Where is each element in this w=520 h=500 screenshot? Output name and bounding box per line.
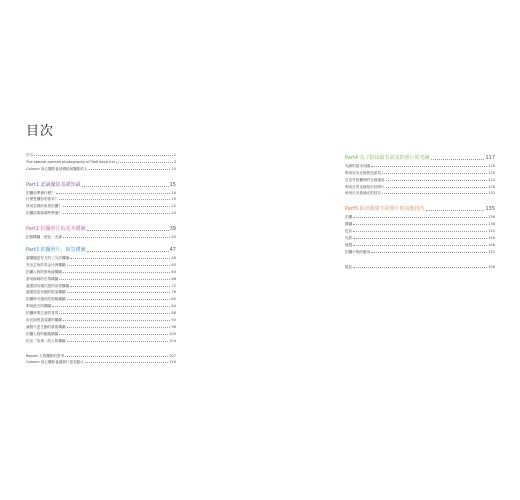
part-title: Part2 拍攝照片的基本構圖 bbox=[26, 226, 86, 233]
page-number: 118 bbox=[488, 163, 495, 168]
dot-leader bbox=[67, 265, 171, 266]
dot-leader bbox=[371, 166, 487, 167]
dot-leader bbox=[70, 258, 170, 259]
toc-entry bbox=[26, 232, 176, 239]
part-heading bbox=[26, 223, 176, 232]
toc-group bbox=[26, 150, 176, 171]
page-number: 104 bbox=[169, 338, 176, 343]
toc-entry-label: 利用留白的構圖 bbox=[26, 304, 52, 309]
page-number: 92 bbox=[171, 318, 176, 323]
dot-leader bbox=[56, 193, 171, 194]
toc-entry-label: 光影 bbox=[345, 236, 353, 241]
page-number: 80 bbox=[171, 297, 176, 302]
dot-leader bbox=[67, 341, 169, 342]
dot-leader bbox=[426, 210, 485, 211]
toc-entry-label: Column 用心攝影會讓照片更加動人 bbox=[26, 360, 85, 365]
dot-leader bbox=[116, 162, 173, 163]
toc-entry bbox=[345, 168, 495, 175]
dot-leader bbox=[82, 186, 169, 187]
toc-entry-label: 拍出「故事」的人物構圖 bbox=[26, 338, 66, 343]
page-number: 68 bbox=[171, 276, 176, 281]
part-section bbox=[345, 203, 495, 253]
toc-entry-label: 光線的基本知識 bbox=[345, 163, 371, 168]
dot-leader bbox=[63, 206, 170, 207]
toc-entry-label: 利用自然光線拍出好照片 bbox=[345, 184, 385, 189]
dot-leader bbox=[63, 237, 170, 238]
dot-leader bbox=[63, 213, 170, 214]
toc-entry-label: 色彩 bbox=[345, 229, 353, 234]
page-number: 16 bbox=[171, 190, 176, 195]
toc-entry bbox=[345, 182, 495, 189]
toc-entry-label: 在室外拍攝時的光線運用 bbox=[345, 177, 385, 182]
page-number: 120 bbox=[488, 170, 495, 175]
toc-entry bbox=[26, 351, 176, 358]
toc-entry-label: 讓照片更生動的重複構圖 bbox=[26, 324, 66, 329]
toc-entry bbox=[345, 175, 495, 182]
dot-leader bbox=[386, 180, 488, 181]
toc-entry-label: 拍攝前要做哪些準備？ bbox=[26, 211, 62, 216]
toc-entry bbox=[26, 274, 176, 281]
dot-leader bbox=[353, 245, 487, 246]
part-heading bbox=[345, 203, 495, 212]
dot-leader bbox=[87, 251, 169, 252]
dot-leader bbox=[67, 327, 171, 328]
toc-entry-label: 後記 bbox=[345, 264, 353, 269]
page-number: 48 bbox=[171, 256, 176, 261]
toc-entry-label: 讓構圖更有力的三分法構圖 bbox=[26, 256, 70, 261]
page-number: 14 bbox=[171, 166, 176, 171]
page-number: 116 bbox=[169, 360, 176, 365]
page-number: 76 bbox=[171, 290, 176, 295]
toc-entry-label: 讓畫面更有趣的框架構圖 bbox=[26, 290, 66, 295]
toc-entry-label: 序言 bbox=[26, 152, 34, 157]
toc-left-column bbox=[26, 150, 176, 364]
page-number: 100 bbox=[169, 331, 176, 336]
page-number: 135 bbox=[485, 206, 495, 213]
part-title: Part5 拍出與眾不同照片的其他技巧 bbox=[345, 206, 425, 213]
toc-entry-label: 拍攝時要注意的背景 bbox=[26, 311, 59, 316]
dot-leader bbox=[63, 272, 170, 273]
toc-right-column bbox=[345, 152, 495, 269]
toc-entry bbox=[26, 301, 176, 308]
page-number: 152 bbox=[488, 249, 495, 254]
toc-entry-label: 拍攝小物的應用 bbox=[345, 249, 371, 254]
part-heading bbox=[345, 152, 495, 161]
toc-entry bbox=[26, 315, 176, 322]
toc-entry-label: 用光線營造氛圍的構圖 bbox=[26, 318, 62, 323]
toc-entry-label: The special portrait photography of Tadi have fun bbox=[26, 159, 115, 164]
dot-leader bbox=[34, 155, 173, 156]
part-section bbox=[26, 244, 176, 343]
dot-leader bbox=[382, 173, 487, 174]
page-number: 2 bbox=[173, 152, 176, 157]
toc-entry-label: 善用線條的引導構圖 bbox=[26, 276, 59, 281]
toc-entry bbox=[26, 322, 176, 329]
toc-entry-label: 拍攝前準備什麼？ bbox=[26, 190, 55, 195]
toc-entry-label: Report 人物攝影的思考 bbox=[26, 353, 65, 358]
part-heading bbox=[26, 179, 176, 188]
page-number: 107 bbox=[169, 353, 176, 358]
toc-entry-label: 構圖 bbox=[345, 222, 353, 227]
dot-leader bbox=[353, 238, 487, 239]
part-section bbox=[26, 179, 176, 216]
toc-entry bbox=[26, 281, 176, 288]
dot-leader bbox=[52, 306, 170, 307]
page-number: 136 bbox=[488, 215, 495, 220]
dot-leader bbox=[67, 292, 171, 293]
dot-leader bbox=[431, 159, 485, 160]
toc-entry bbox=[345, 219, 495, 226]
page-number: 132 bbox=[488, 191, 495, 196]
page-number: 3 bbox=[173, 159, 176, 164]
toc-entry-label: Column 用心攝影會回饋給被攝影的人 bbox=[26, 166, 88, 171]
toc-entry-label: 拍攝 bbox=[345, 215, 353, 220]
toc-entry bbox=[345, 189, 495, 196]
toc-entry-label: 拍攝人物的動態構圖 bbox=[26, 331, 59, 336]
toc-entry bbox=[26, 267, 176, 274]
dot-leader bbox=[70, 286, 170, 287]
toc-entry-label: 後製 bbox=[345, 242, 353, 247]
page-number: 22 bbox=[171, 204, 176, 209]
dot-leader bbox=[382, 193, 487, 194]
part-heading bbox=[26, 244, 176, 253]
page-number: 47 bbox=[169, 247, 176, 254]
page-number: 158 bbox=[488, 264, 495, 269]
toc-entry bbox=[26, 288, 176, 295]
part-title: Part3 拍攝照片，取景構圖 bbox=[26, 247, 86, 254]
toc-entry bbox=[26, 294, 176, 301]
dot-leader bbox=[59, 199, 170, 200]
toc-entry bbox=[26, 260, 176, 267]
toc-entry-label: 讓畫面有層次感的前景構圖 bbox=[26, 283, 70, 288]
toc-entry bbox=[345, 161, 495, 168]
toc-entry bbox=[26, 150, 176, 157]
toc-entry bbox=[26, 308, 176, 315]
page-number: 96 bbox=[171, 324, 176, 329]
dot-leader bbox=[65, 356, 168, 357]
toc-entry bbox=[26, 253, 176, 260]
page-number: 24 bbox=[171, 211, 176, 216]
part-section bbox=[26, 223, 176, 239]
toc-entry bbox=[26, 208, 176, 215]
dot-leader bbox=[87, 230, 169, 231]
page-number: 142 bbox=[488, 229, 495, 234]
toc-entry-label: 拍攝人物的對角線構圖 bbox=[26, 269, 62, 274]
toc-entry-label: 拍照構圖・配色・光線 bbox=[26, 235, 62, 240]
page-number: 146 bbox=[488, 236, 495, 241]
toc-entry bbox=[26, 188, 176, 195]
page-number: 60 bbox=[171, 262, 176, 267]
page-number: 40 bbox=[171, 235, 176, 240]
dot-leader bbox=[353, 231, 487, 232]
page-number: 88 bbox=[171, 311, 176, 316]
toc-entry bbox=[345, 212, 495, 219]
toc-entry bbox=[345, 262, 495, 269]
toc-entry-label: 使用反光板補光的技巧 bbox=[345, 191, 381, 196]
dot-leader bbox=[353, 217, 487, 218]
page-number: 15 bbox=[169, 181, 176, 188]
toc-group bbox=[345, 262, 495, 269]
page-number: 39 bbox=[169, 226, 176, 233]
page-title: 目次 bbox=[26, 124, 55, 139]
toc-entry bbox=[345, 240, 495, 247]
page-number: 124 bbox=[488, 177, 495, 182]
part-section bbox=[345, 152, 495, 195]
toc-entry bbox=[26, 358, 176, 365]
page-number: 64 bbox=[171, 269, 176, 274]
page-number: 148 bbox=[488, 242, 495, 247]
part-title: Part1 認識攝影基礎知識 bbox=[26, 181, 81, 188]
page-number: 117 bbox=[485, 155, 495, 161]
dot-leader bbox=[59, 334, 168, 335]
toc-entry bbox=[26, 329, 176, 336]
dot-leader bbox=[85, 362, 168, 363]
dot-leader bbox=[353, 267, 487, 268]
toc-entry-label: 突出主角的黃金比例構圖 bbox=[26, 262, 66, 267]
toc-entry-label: 該用怎樣的角度拍攝？ bbox=[26, 204, 62, 209]
dot-leader bbox=[353, 224, 487, 225]
toc-entry-label: 什麼是攝影的基本？ bbox=[26, 197, 59, 202]
toc-entry bbox=[26, 157, 176, 164]
toc-entry bbox=[26, 195, 176, 202]
page-number: 84 bbox=[171, 304, 176, 309]
toc-entry bbox=[26, 164, 176, 171]
page-number: 72 bbox=[171, 283, 176, 288]
page-number: 20 bbox=[171, 197, 176, 202]
dot-leader bbox=[386, 187, 488, 188]
dot-leader bbox=[89, 169, 171, 170]
toc-entry bbox=[345, 247, 495, 254]
dot-leader bbox=[63, 320, 170, 321]
toc-entry bbox=[345, 233, 495, 240]
dot-leader bbox=[59, 313, 170, 314]
part-title: Part4 為了拍出最有氣氛的照片的光線 bbox=[345, 155, 430, 161]
toc-entry bbox=[345, 226, 495, 233]
dot-leader bbox=[67, 299, 171, 300]
toc-entry bbox=[26, 201, 176, 208]
toc-entry-label: 利用室內光線營造氣氛 bbox=[345, 170, 381, 175]
dot-leader bbox=[59, 279, 170, 280]
toc-entry-label: 拍攝時可運用的對稱構圖 bbox=[26, 297, 66, 302]
toc-group bbox=[26, 351, 176, 365]
page-number: 128 bbox=[488, 184, 495, 189]
page-number: 138 bbox=[488, 222, 495, 227]
toc-entry bbox=[26, 336, 176, 343]
dot-leader bbox=[371, 252, 487, 253]
